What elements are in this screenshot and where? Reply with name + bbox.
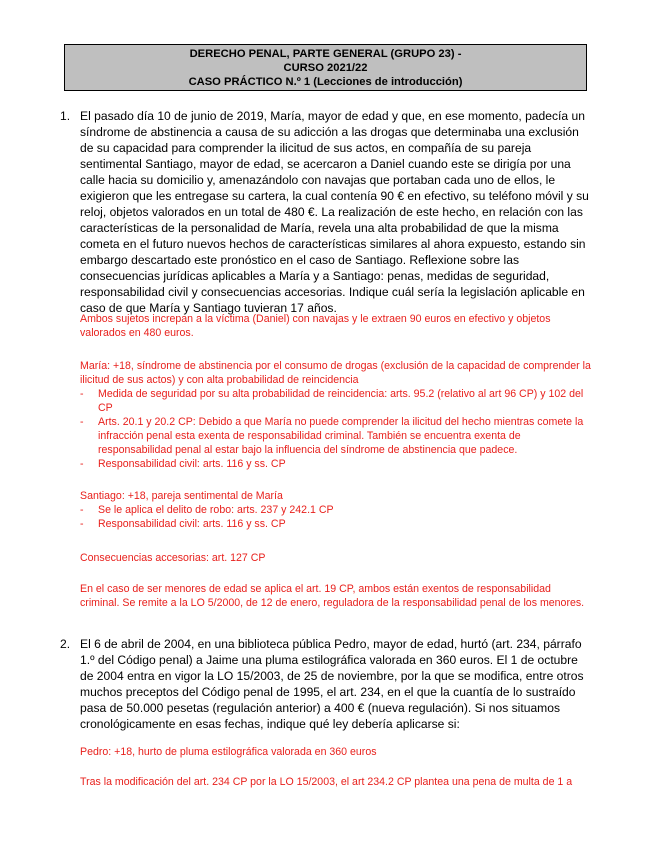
- pedro-line: Pedro: +18, hurto de pluma estilográfica valorada en 360 euros: [80, 746, 377, 758]
- question-1-text: El pasado día 10 de junio de 2019, María, mayor de edad y que, en ese momento, padecía un síndrome de abstinencia a causa de su adicción a las drogas que determinaba una exclusión de su capacidad para comprender la ilicitud de sus actos, en compañía de su pareja sentimental Santiago, mayor de edad, se acercaron a Daniel cuando este se dirigía por una calle hacia su domicilio y, amenazándolo con navajas que portaban cada uno de ellos, le exigieron que les entregase su cartera, la cual contenía 90 € en efectivo, su teléfono móvil y su reloj, objetos valorados en un total de 480 €. La realización de este hecho, en relación con las características de la personalidad de María, revela una alta probabilidad de que la misma cometa en el futuro nuevos hechos de características similares al ahora expuesto, estando sin embargo descartado este pronóstico en el caso de Santiago. Reflexione sobre las consecuencias jurídicas aplicables a María y a Santiago: penas, medidas de seguridad, responsabilidad civil y consecuencias accesorias. Indique cuál sería la legislación aplicable en caso de que María y Santiago tuvieran 17 años.: [80, 109, 589, 315]
- document-header: [64, 44, 587, 91]
- header-line-2: CURSO 2021/22: [283, 62, 368, 74]
- list-item: - Responsabilidad civil: arts. 116 y ss. CP: [80, 457, 592, 471]
- question-1-number: 1.: [60, 109, 71, 123]
- list-item: - Responsabilidad civil: arts. 116 y ss. CP: [80, 517, 592, 531]
- maria-section: [80, 359, 592, 471]
- menores-note: En el caso de ser menores de edad se aplica el art. 19 CP, ambos están exentos de responsabilidad criminal. Se remite a la LO 5/2000, de 12 de enero, reguladora de la responsabilidad penal de los menores.: [80, 583, 585, 609]
- maria-heading: María: +18, síndrome de abstinencia por el consumo de drogas (exclusión de la capacidad de comprender la ilicitud de sus actos) y con alta probabilidad de reincidencia: [80, 360, 591, 386]
- santiago-section: [80, 489, 592, 531]
- list-item: - Arts. 20.1 y 20.2 CP: Debido a que María no puede comprender la ilicitud del hecho mientras comete la infracción penal esta exenta de responsabilidad criminal. También se encuentra exenta de responsabilidad penal al estar bajo la influencia del síndrome de abstinencia que padece.: [80, 415, 592, 457]
- santiago-heading: Santiago: +18, pareja sentimental de María: [80, 490, 283, 502]
- list-item: - Medida de seguridad por su alta probabilidad de reincidencia: arts. 95.2 (relativo al art 96 CP) y 102 del CP: [80, 387, 592, 415]
- question-2-number: 2.: [60, 637, 71, 651]
- header-line-3: CASO PRÁCTICO N.º 1 (Lecciones de introducción): [188, 76, 463, 88]
- header-line-1: DERECHO PENAL, PARTE GENERAL (GRUPO 23) -: [189, 48, 462, 60]
- santiago-list: [80, 503, 592, 531]
- maria-list: [80, 387, 592, 471]
- list-item: - Se le aplica el delito de robo: arts. 237 y 242.1 CP: [80, 503, 592, 517]
- consecuencias-accesorias: Consecuencias accesorias: art. 127 CP: [80, 552, 266, 564]
- answer-1-intro: Ambos sujetos increpan a la víctima (Daniel) con navajas y le extraen 90 euros en efectivo y objetos valorados en 480 euros.: [80, 313, 551, 339]
- tras-line: Tras la modificación del art. 234 CP por la LO 15/2003, el art 234.2 CP plantea una pena de multa de 1 a: [80, 776, 573, 788]
- question-2-text: El 6 de abril de 2004, en una biblioteca pública Pedro, mayor de edad, hurtó (art. 234, párrafo 1.º del Código penal) a Jaime una pluma estilográfica valorada en 360 euros. El 1 de octubre de 2004 entra en vigor la LO 15/2003, de 25 de noviembre, por la que se modifica, entre otros muchos preceptos del Código penal de 1995, el art. 234, en el que la cuantía de lo sustraído pasa de 50.000 pesetas (regulación anterior) a 400 € (nueva regulación). Si nos situamos cronológicamente en esas fechas, indique qué ley debería aplicarse si:: [80, 637, 584, 731]
